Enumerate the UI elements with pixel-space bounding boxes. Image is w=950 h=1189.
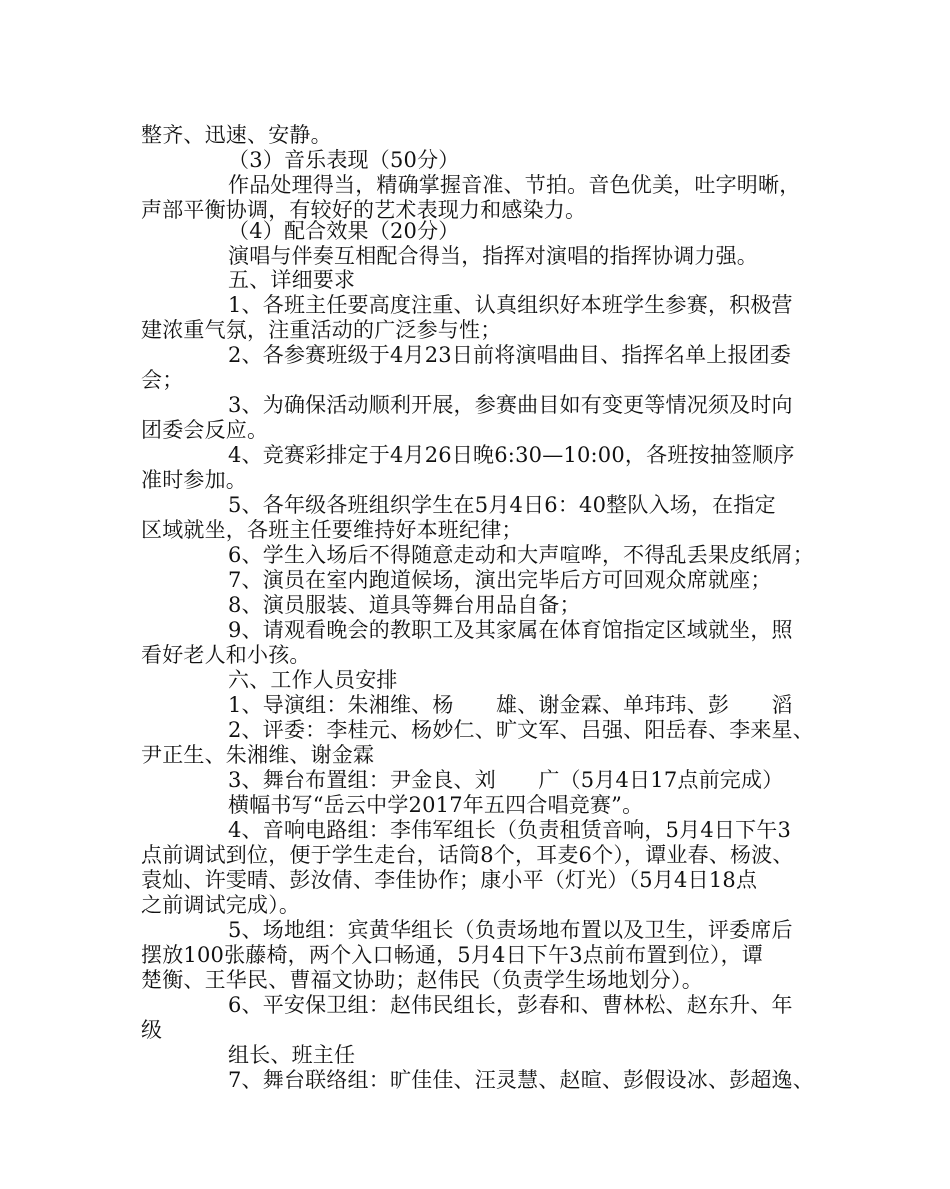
section-heading: 六、工作人员安排	[228, 668, 398, 692]
text-line: 9、请观看晚会的教职工及其家属在体育馆指定区域就坐，照	[228, 618, 793, 642]
text-line: 作品处理得当，精确掌握音准、节拍。音色优美，吐字明晰，	[228, 173, 801, 197]
text-line: 1、导演组：朱湘维、杨 雄、谢金霖、单玮玮、彭 滔	[228, 693, 793, 717]
text-line: 3、舞台布置组：尹金良、刘 广（5月4日17点前完成）	[228, 768, 784, 792]
text-line: 区域就坐，各班主任要维持好本班纪律；	[141, 518, 523, 542]
text-line: 横幅书写“岳云中学2017年五四合唱竞赛”。	[228, 793, 644, 817]
text-line: 7、舞台联络组：旷佳佳、汪灵慧、赵暄、彭假设冰、彭超逸、	[228, 1068, 814, 1092]
text-line: 楚衡、王华民、曹福文协助；赵伟民（负责学生场地划分）。	[141, 968, 703, 992]
text-line: 团委会反应。	[141, 418, 269, 442]
text-line: 级	[141, 1018, 163, 1042]
text-line: 组长、班主任	[228, 1043, 356, 1067]
text-line: 5、场地组：宾黄华组长（负责场地布置以及卫生，评委席后	[228, 918, 793, 942]
text-line: 点前调试到位，便于学生走台，话筒8个，耳麦6个），谭业春、杨波、	[141, 843, 794, 867]
text-line: 4、竞赛彩排定于4月26日晚6:30—10:00，各班按抽签顺序	[228, 443, 795, 467]
text-line: 袁灿、许雯晴、彭汝倩、李佳协作；康小平（灯光）（5月4日18点	[141, 868, 758, 892]
text-line: 摆放100张藤椅，两个入口畅通，5月4日下午3点前布置到位），谭	[141, 943, 764, 967]
text-line: 尹正生、朱湘维、谢金霖	[141, 743, 375, 767]
text-line: 7、演员在室内跑道候场，演出完毕后方可回观众席就座；	[228, 568, 772, 592]
text-line: 声部平衡协调，有较好的艺术表现力和感染力。	[141, 198, 587, 222]
section-heading: 五、详细要求	[228, 268, 356, 292]
text-line: 6、平安保卫组：赵伟民组长，彭春和、曹林松、赵东升、年	[228, 993, 793, 1017]
text-line: 3、为确保活动顺利开展，参赛曲目如有变更等情况须及时向	[228, 393, 793, 417]
text-line: 2、各参赛班级于4月23日前将演唱曲目、指挥名单上报团委	[228, 343, 792, 367]
text-line: （4）配合效果（20分）	[228, 219, 460, 243]
text-line: 6、学生入场后不得随意走动和大声喧哗，不得乱丢果皮纸屑；	[228, 543, 814, 567]
text-line: 之前调试完成）。	[141, 893, 301, 917]
text-line: 准时参加。	[141, 468, 247, 492]
text-line: 4、音响电路组：李伟军组长（负责租赁音响，5月4日下午3	[228, 818, 792, 842]
text-line: 整齐、迅速、安静。	[141, 123, 332, 147]
text-line: 建浓重气氛，注重活动的广泛参与性；	[141, 318, 502, 342]
text-line: 1、各班主任要高度注重、认真组织好本班学生参赛，积极营	[228, 293, 793, 317]
text-line: 会；	[141, 368, 184, 392]
text-line: 演唱与伴奏互相配合得当，指挥对演唱的指挥协调力强。	[228, 244, 758, 268]
text-line: 看好老人和小孩。	[141, 643, 311, 667]
text-line: 5、各年级各班组织学生在5月4日6：40整队入场，在指定	[228, 493, 776, 517]
text-line: 8、演员服装、道具等舞台用品自备；	[228, 593, 581, 617]
text-line: （3）音乐表现（50分）	[228, 148, 460, 172]
text-line: 2、评委：李桂元、杨妙仁、旷文军、吕强、阳岳春、李来星、	[228, 718, 814, 742]
